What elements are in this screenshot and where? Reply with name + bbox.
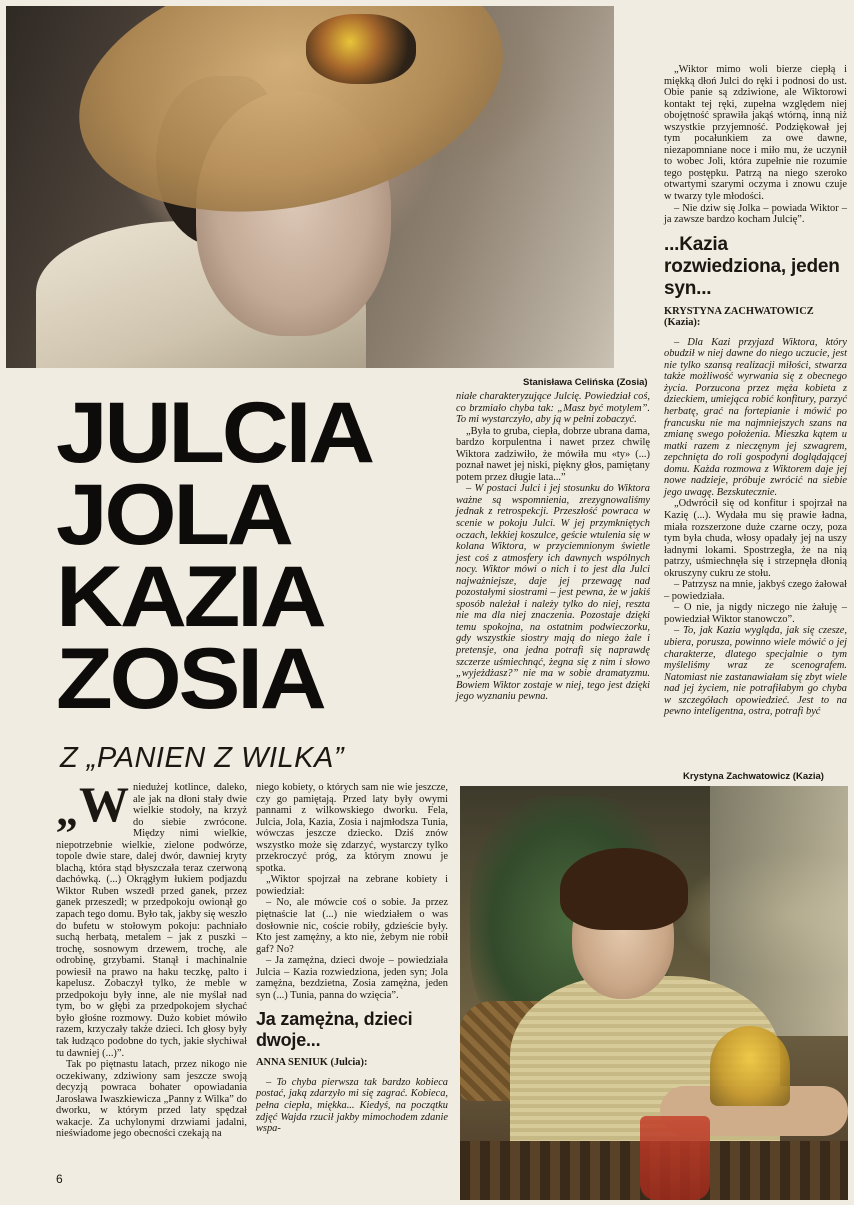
article-column-2 [256, 782, 448, 1135]
page-number: 6 [56, 1172, 63, 1186]
article-paragraph: Tak po piętnastu latach, przez nikogo nie oczekiwany, zdziwiony sam jeszcze swoją decyzją powraca bohater opowiadania Jarosława Iwaszkiewicza „Panny z Wilka” do dworku, w którym przed laty spędzał wakacje. Za uchylonymi drzwiami jadalni, nieświadome jego obecności czekają na [56, 1059, 247, 1140]
headline-line-kazia: KAZIA [56, 549, 324, 645]
photo-celinska [6, 6, 614, 368]
article-paragraph: „Odwrócił się od konfitur i spojrzał na Kazię (...). Wydała mu się prawie ładna, miała rozszerzone duże czarne oczy, poza tym była chuda, włosy opadały jej na uszy ładnymi lokami. Spostrzegła, że na nią patrzy, uśmiechnęła się i strzepnęła dłonią okruszyny cukru ze stołu. [664, 498, 847, 579]
subhead: Z „PANIEN Z WILKA” [60, 742, 344, 774]
photo-red-drink [640, 1116, 710, 1200]
article-paragraph: – W postaci Julci i jej stosunku do Wiktora ważne są wspomnienia, zrezygnowaliśmy jednak z retrospekcji. Przeszłość powraca w scenie w pokoju Julci. W jej przymkniętych oczach, lekkiej koszulce, geście wtulenia się w kolana Wiktora, w przyciemnionym świetle jest coś z atmosfery ich dawnych wspólnych nocy. Wiktor mówi o nich i to jest dla Julci najważniejsze, daje jej przewagę nad pozostałymi siostrami – jest pewna, że w jakiś sposób należał i należy tylko do niej, reszta nie ma dla niej znaczenia. Pozostaje dzięki temu spokojna, na ostatnim podwieczorku, gdy wszystkie siostry mają do niego żale i pretensje, ona jedna potrafi się naprawdę szczerze uśmiechnąć, żegna się z nim i słowo „wyjeżdżasz?” nie ma w sobie dramatyzmu. Bowiem Wiktor zostaje w niej, tego jest dzięki jego wyznaniu pewna. [456, 483, 650, 703]
photo-hair [560, 848, 688, 930]
article-paragraph: „Wiktor spojrzał na zebrane kobiety i powiedział: [256, 874, 448, 897]
article-column-3 [456, 391, 650, 703]
article-paragraph: – O nie, ja nigdy niczego nie żałuję – powiedział Wiktor stanowczo”. [664, 602, 847, 625]
article-paragraph: – No, ale mówcie coś o sobie. Ja przez piętnaście lat (...) nie wiedziałem o was dosłownie nic, coście robiły, gdzieście były. Kto jest zamężny, a kto nie, żebym nie robił gaf? No? [256, 897, 448, 955]
article-paragraph: – Dla Kazi przyjazd Wiktora, który obudził w niej dawne do niego uczucie, jest nie tylko szansą realizacji miłości, stwarza także możliwość wyrwania się z obecnego życia. Porzucona przez męża kobieta z dzieckiem, umiejąca robić konfitury, parzyć herbatę, grać na fortepianie i mówić po francusku nie ma najmniejszych szans na zmianę swego położenia. Mieszka kątem u matki razem z nieczęnym jej szwagrem, zepchnięta do roli gospodyni doglądającej domu. Każda rozmowa z Wiktorem daje jej nowe nadzieje, próbuje zwrócić na siebie jego uwagę. Bezskutecznie. [664, 336, 847, 498]
section-heading-kazia: ...Kazia rozwiedziona, jeden syn... [664, 233, 840, 299]
caption-top-photo: Stanisława Celińska (Zosia) [523, 377, 648, 388]
article-paragraph: niałe charakteryzujące Julcię. Powiedział coś, co brzmiało chyba tak: „Masz być motylem”. To mi wystarczyło, aby ją w pełni zobaczyć. [456, 391, 650, 426]
article-paragraph: „Wiktor mimo woli bierze ciepłą i miękką dłoń Julci do ręki i podnosi do ust. Obie panie są zdziwione, ale Wiktorowi kontakt tej ręki, zupełna względem niej obojętność sprawiła jakąś wtórną, inną niż wszystkie przyjemność. Podziękował jej tym pocałunkiem za owe dawne, niezapomniane noce i miło mu, że uczynił to wobec Joli, która zupełnie nie rozumie tego postępku. Patrzą na niego szeroko otwartymi szarymi oczyma i znowu czuje w twarzy tyle młodości. [664, 64, 847, 203]
article-paragraph: – Ja zamężna, dzieci dwoje – powiedziała Julcia – Kazia rozwiedziona, jeden syn; Jola zamężna, bezdzietna, Zosia zamężna, jeden syn (...) Tunia, panna do wzięcia”. [256, 955, 448, 1001]
article-paragraph: – To, jak Kazia wygląda, jak się czesze, ubiera, porusza, powinno wiele mówić o jej charakterze, dlatego specjalnie o tym myśleliśmy wraz ze scenografem. Natomiast nie zastanawiałam się zbyt wiele nad jej życiem, nie potrafiłabym go chyba w szczegółach opowiedzieć. Jest to na pewno inteligentna, ostra, potrafi być [664, 625, 847, 718]
caption-bottom-photo: Krystyna Zachwatowicz (Kazia) [683, 771, 824, 782]
article-paragraph: „Była to gruba, ciepła, dobrze ubrana dama, bardzo korpulentna i nawet przez chwilę Wiktora zadziwiło, że mówiła mu «ty» (...) poznał nawet jej niski, piękny głos, pamiętany potem przez długie lata...” [456, 425, 650, 483]
article-paragraph: niego kobiety, o których sam nie wie jeszcze, czy go pamiętają. Przed laty były owymi pannami z wilkowskiego dworku. Fela, Julcia, Jola, Kazia, Zosia i najmłodsza Tunia, wówczas jeszcze dziecko. Dziś znów wszystko może się zdarzyć, wystarczy tylko przekroczyć próg, za którym znowu je spotka. [256, 782, 448, 874]
article-paragraph: „W niedużej kotlince, daleko, ale jak na dłoni stały dwie wielkie stodoły, na krzyż do siebie zwrócone. Między nimi wielkie, niepotrzebnie wielkie, zielone podwórze, topole dwie stare, dalej dwór, dawniej kryty blachą, która stąd błyszczała teraz czerwoną dachówką. (...) Okrągłym łukiem podjazdu Wiktor Ruben wszedł przed ganek, przez ganek przeszedł; w przedpokoju owionął go zapach tego domu. Było tak, jakby się weszło do bufetu w stołowym pokoju: pachniało suchą herbatą, metalem – jak z puszki – trochę, sosnowym drzewem, trochę, ale odrobinę, grzybami. Stanął i machinalnie powiesił na prawo na haku teczkę, palto i kapelusz. Zobaczył tylko, że meble w przedpokoju były inne, ale nie myślał nad tym, bo w głębi za przedpokojem słychać było głośne rozmowy. Dużo kobiet mówiło razem, krzyczały także dzieci. Ich głosy były tak łudząco podobne do tych, jakie słychiwał tu dawniej (...)”. [56, 776, 247, 1059]
section-author-seniuk: ANNA SENIUK (Julcia): [256, 1057, 368, 1069]
section-heading-julcia: Ja zamężna, dzieci dwoje... [256, 1009, 413, 1051]
dropcap: „W [56, 776, 129, 835]
headline [56, 385, 423, 727]
article-column-1 [56, 776, 247, 1140]
photo-glass [710, 1026, 790, 1106]
article-paragraph: – To chyba pierwsza tak bardzo kobieca postać, jaką zdarzyło mi się zagrać. Kobieca, pełna ciepła, miękka... Kiedyś, na początku zdjęć Wajda rzucił jakby mimochodem zdanie wspa- [256, 1076, 448, 1135]
photo-hat-flowers [306, 14, 416, 84]
headline-line-jola: JOLA [56, 467, 291, 563]
section-author-zachwatowicz: KRYSTYNA ZACHWATOWICZ (Kazia): [664, 305, 814, 329]
headline-line-zosia: ZOSIA [56, 631, 324, 727]
article-paragraph: – Nie dziw się Jolka – powiada Wiktor – ja zawsze bardzo kocham Julcię”. [664, 202, 847, 226]
photo-zachwatowicz [460, 786, 848, 1200]
article-paragraph: – Patrzysz na mnie, jakbyś czego żałował – powiedziała. [664, 579, 847, 602]
article-column-4 [664, 64, 847, 718]
headline-line-julcia: JULCIA [56, 385, 372, 481]
